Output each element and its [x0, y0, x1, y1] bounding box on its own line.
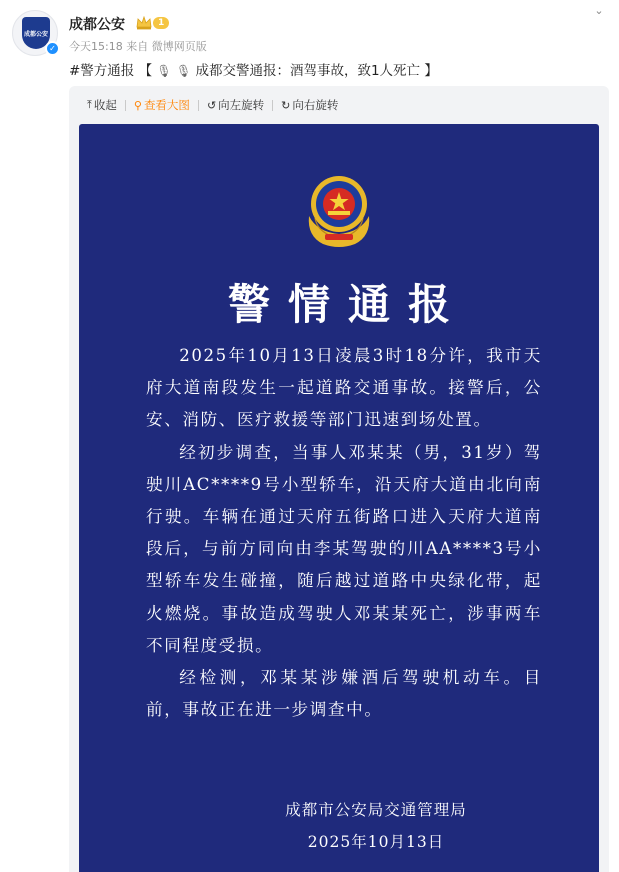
rotate-left-label: 向左旋转: [218, 98, 265, 112]
image-toolbar: [87, 96, 342, 114]
notice-paragraph: 2025年10月13日凌晨3时18分许，我市天府大道南段发生一起道路交通事故。接警后，公安、消防、医疗救援等部门迅速到场处置。: [146, 346, 542, 430]
magnifier-icon: ⚲: [133, 98, 142, 112]
account-name[interactable]: 成都公安: [69, 17, 125, 33]
toolbar-divider: [125, 100, 126, 111]
view-large-button[interactable]: [134, 97, 190, 113]
chevron-down-icon[interactable]: ⌄: [594, 4, 604, 17]
post-headline: 成都交警通报：酒驾事故，致1人死亡: [195, 63, 421, 79]
crown-icon: [136, 16, 152, 30]
rotate-right-label: 向右旋转: [292, 98, 339, 112]
collapse-up-icon: ⤒: [87, 98, 92, 111]
notice-title: 警情通报: [227, 280, 468, 329]
bracket-close: 】: [424, 63, 438, 79]
image-viewer-panel: [69, 86, 609, 872]
notice-paragraph: 经检测，邓某某涉嫌酒后驾驶机动车。目前，事故正在进一步调查中。: [146, 668, 542, 720]
member-level-badge[interactable]: [136, 15, 172, 31]
rotate-right-icon: ↻: [281, 98, 291, 112]
post-meta: [69, 38, 207, 54]
hashtag-link[interactable]: #警方通报: [69, 63, 135, 79]
notice-signature-org: 成都市公安局交通管理局: [285, 801, 467, 819]
verified-badge-icon: ✓: [45, 41, 60, 56]
post-source: 来自 微博网页版: [126, 40, 207, 53]
rotate-right-button[interactable]: [281, 97, 338, 113]
microphone-icon: 🎙: [175, 64, 192, 78]
account-avatar[interactable]: [12, 10, 58, 56]
notice-body: [146, 340, 542, 726]
bracket-open: 【: [138, 63, 153, 79]
rotate-left-button[interactable]: [207, 97, 264, 113]
collapse-button[interactable]: [87, 97, 117, 113]
post-text: [69, 59, 438, 79]
microphone-icon: 🎙: [156, 64, 172, 78]
toolbar-divider: [272, 100, 273, 111]
level-number: 1: [153, 17, 169, 29]
view-large-label: 查看大图: [143, 98, 190, 112]
notice-signature-date: 2025年10月13日: [307, 833, 445, 851]
notice-paragraph: 经初步调查，当事人邓某某（男，31岁）驾驶川AC****9号小型轿车，沿天府大道由北向南行驶。车辆在通过天府五街路口进入天府大道南段后，与前方同向由李某驾驶的川AA****3号小型轿车发生碰撞，随后越过道路中央绿化带，起火燃烧。事故造成驾驶人邓某某死亡，涉事两车不同程度受损。: [146, 442, 542, 655]
avatar-text: 成都公安: [23, 30, 48, 38]
toolbar-divider: [198, 100, 199, 111]
rotate-left-icon: ↺: [206, 98, 217, 112]
police-notice-image[interactable]: [79, 124, 599, 872]
post-time[interactable]: 今天15:18: [69, 40, 123, 53]
collapse-label: 收起: [93, 98, 117, 112]
police-emblem-icon: [301, 170, 377, 250]
